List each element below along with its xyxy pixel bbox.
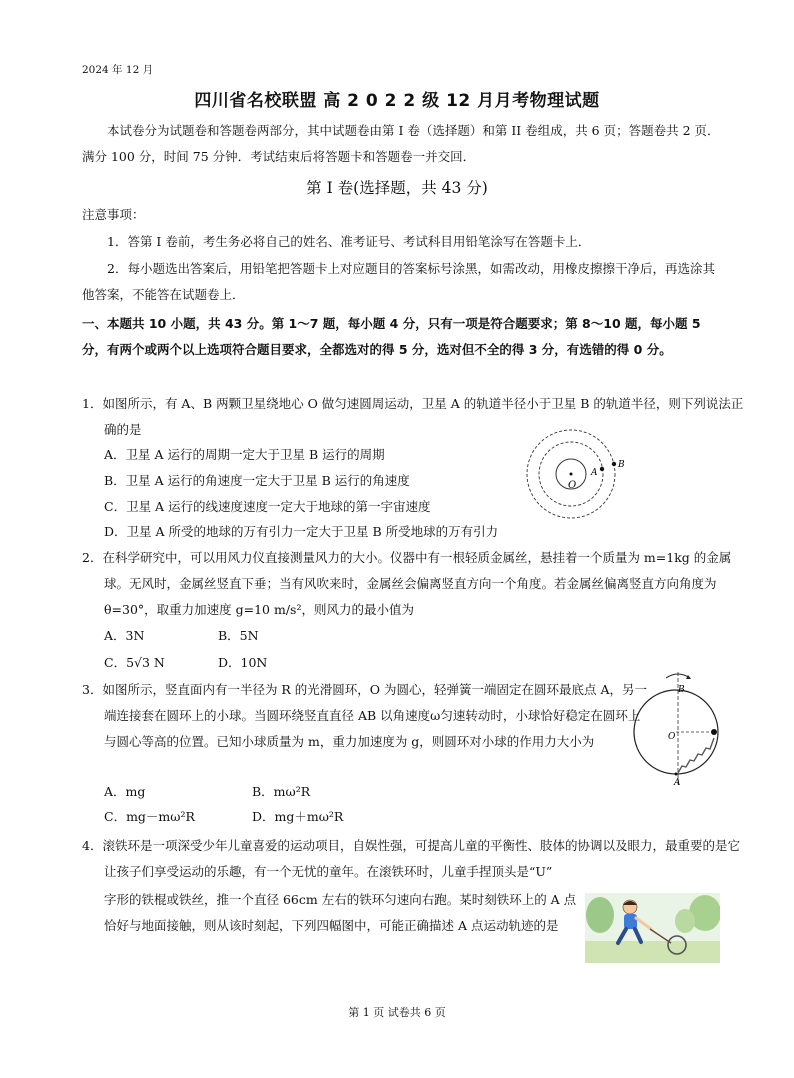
label-a: A <box>591 468 598 478</box>
center-dot <box>570 473 573 476</box>
label-b: B <box>618 460 625 470</box>
question-2-option-a: A．3N <box>104 628 145 643</box>
exam-title: 四川省名校联盟 高 2 0 2 2 级 12 月月考物理试题 <box>194 91 600 111</box>
note-item-1: 1．答第 I 卷前，考生务必将自己的姓名、准考证号、考试科目用铅笔涂写在答题卡上． <box>107 234 591 249</box>
label-a: A <box>674 778 681 788</box>
question-1-option-c: C．卫星 A 运行的线速度速度一定大于地球的第一宇宙速度 <box>104 499 431 514</box>
point-a <box>675 773 678 776</box>
question-4-stem-line2: 字形的铁棍或铁丝，推一个直径 66cm 左右的铁环匀速向右跑。某时刻铁环上的 A 点恰好与地面接触，则从该时刻起，下列四幅图中，可能正确描述 A 点运动轨迹的是 <box>104 892 577 933</box>
question-1-option-d: D．卫星 A 所受的地球的万有引力一定大于卫星 B 所受地球的万有引力 <box>104 524 499 539</box>
question-3-option-a: A．mg <box>104 784 146 799</box>
question-3-option-c: C．mg－mω²R <box>104 809 195 824</box>
question-4-stem-line1: 4．滚铁环是一项深受少年儿童喜爱的运动项目，自娱性强，可提高儿童的平衡性、肢体的协调以及眼力，最重要的是它让孩子们享受运动的乐趣，有一个无忧的童年。在滚铁环时，儿童手捏顶头是“U” <box>82 838 740 879</box>
exam-intro: 本试卷分为试题卷和答题卷两部分，其中试题卷由第 I 卷（选择题）和第 II 卷组成，共 6 页；答题卷共 2 页．满分 100 分，时间 75 分钟．考试结束后将答题卡和答题卷一并交回． <box>82 123 720 164</box>
orbit-diagram <box>525 426 635 526</box>
question-2-stem: 2．在科学研究中，可以用风力仪直接测量风力的大小。仪器中有一根轻质金属丝，悬挂着一个质量为 m=1kg 的金属球。无风时，金属丝竖直下垂；当有风吹来时，金属丝会偏离竖直方向一个角度。若金属丝偏离竖直方向角度为 θ=30°，取重力加速度 g=10 m/s²，则风力的最小值为 <box>82 550 732 617</box>
hoop-rolling-illustration <box>585 893 720 963</box>
small-ball <box>711 729 717 735</box>
label-o: O <box>568 480 577 491</box>
question-2-option-d: D．10N <box>218 655 268 670</box>
satellite-b <box>612 462 616 466</box>
satellite-a <box>600 467 604 471</box>
spring <box>678 738 714 773</box>
label-o: O <box>668 732 676 742</box>
question-3-stem: 3．如图所示，竖直面内有一半径为 R 的光滑圆环，O 为圆心，轻弹簧一端固定在圆环最底点 A，另一端连接套在圆环上的小球。当圆环绕竖直直径 AB 以角速度ω匀速转动时，小球恰好稳定在圆环上与圆心等高的位置。已知小球质量为 m，重力加速度为 g，则圆环对小球的作用力大小为 <box>82 682 648 749</box>
page-footer: 第 1 页 试卷共 6 页 <box>348 1006 446 1019</box>
rotating-ring-diagram <box>628 666 720 788</box>
notes-title: 注意事项： <box>82 207 145 222</box>
part-instructions: 一、本题共 10 小题，共 43 分。第 1～7 题，每小题 4 分，只有一项是符合题要求；第 8～10 题，每小题 5 分，有两个或两个以上选项符合题目要求，全都选对的得 5 分，选对但不全的得 3 分，有选错的得 0 分。 <box>82 316 701 357</box>
label-b: B <box>678 685 685 695</box>
note-item-2: 2．每小题选出答案后，用铅笔把答题卡上对应题目的答案标号涂黑，如需改动，用橡皮擦擦干净后，再选涂其他答案，不能答在试题卷上． <box>82 261 715 302</box>
question-2-option-b: B．5N <box>218 628 259 643</box>
section-title: 第 I 卷(选择题，共 43 分) <box>306 179 488 197</box>
question-1-option-a: A．卫星 A 运行的周期一定大于卫星 B 运行的周期 <box>104 447 385 462</box>
question-1-stem: 1．如图所示，有 A、B 两颗卫星绕地心 O 做匀速圆周运动，卫星 A 的轨道半径小于卫星 B 的轨道半径，则下列说法正确的是 <box>82 396 744 437</box>
question-1-option-b: B．卫星 A 运行的角速度一定大于卫星 B 运行的角速度 <box>104 473 410 488</box>
boy-shirt <box>624 914 637 929</box>
question-3-option-b: B．mω²R <box>252 784 311 799</box>
question-2-option-c: C．5√3 N <box>104 655 165 670</box>
question-3-option-d: D．mg＋mω²R <box>252 809 344 824</box>
exam-date: 2024 年 12 月 <box>82 64 154 76</box>
